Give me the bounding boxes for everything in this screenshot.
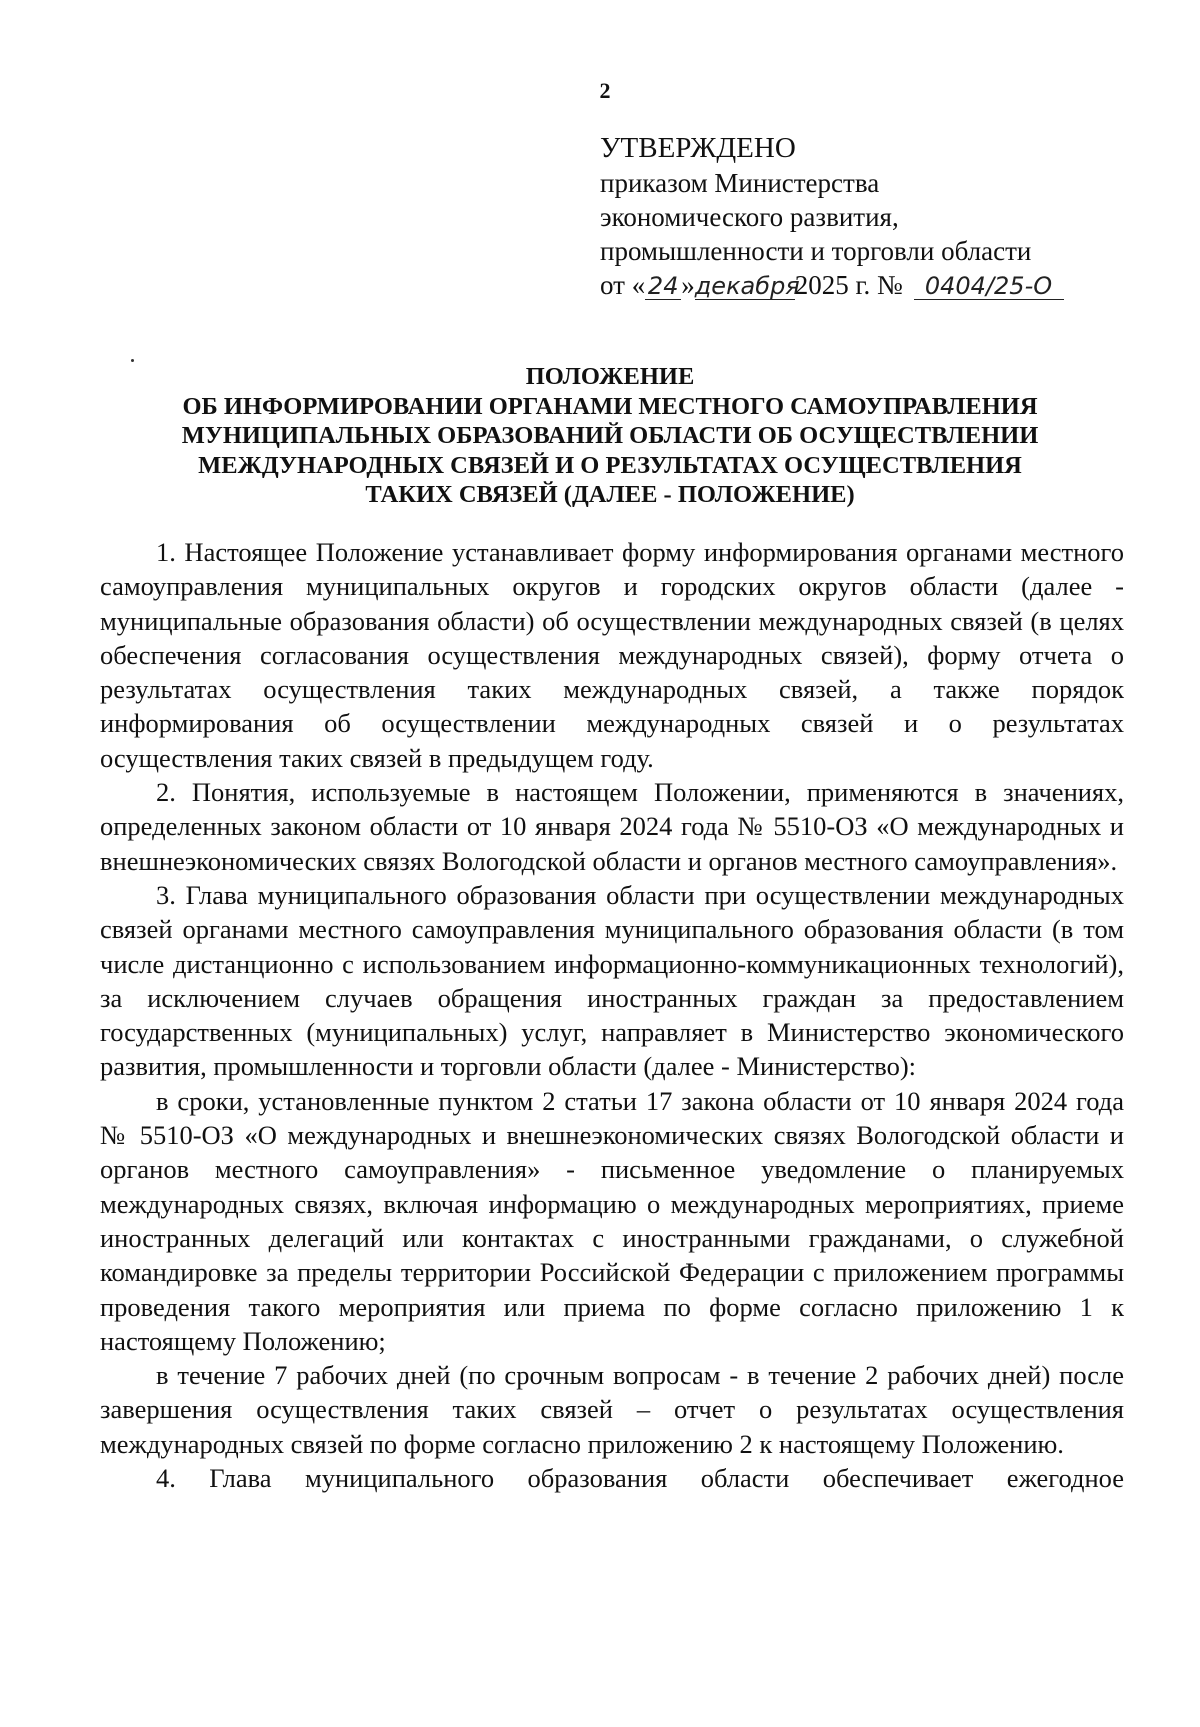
heading-line-5: ТАКИХ СВЯЗЕЙ (ДАЛЕЕ - ПОЛОЖЕНИЕ) [365,481,855,508]
approval-block [600,130,1064,302]
date-mid: » [681,270,695,300]
approval-line-3: промышленности и торговли области [600,236,1032,266]
paragraph-2: 2. Понятия, используемые в настоящем Положении, применяются в значениях, определенных законом области от 10 января 2024 года № 5510-ОЗ «О международных и внешнеэкономических связях Вологодской области и органов местного самоуправления». [100,777,1124,876]
heading-line-2: ОБ ИНФОРМИРОВАНИИ ОРГАНАМИ МЕСТНОГО САМОУПРАВЛЕНИЯ [182,392,1038,420]
document-heading [100,362,1120,510]
approval-title: УТВЕРЖДЕНО [600,132,796,164]
approval-date-line [600,268,1064,302]
heading-line-4: МЕЖДУНАРОДНЫХ СВЯЗЕЙ И О РЕЗУЛЬТАТАХ ОСУЩЕСТВЛЕНИЯ [198,451,1022,479]
date-year: 2025 г. № [794,270,903,300]
heading-title: ПОЛОЖЕНИЕ [525,363,695,390]
order-number-handwritten: 0404/25-О [914,273,1064,300]
paragraph-3-report: в течение 7 рабочих дней (по срочным вопросам - в течение 2 рабочих дней) после завершения осуществления таких связей – отчет о результатах осуществления международных связей по форме согласно приложению 2 к настоящему Положению. [100,1360,1124,1459]
approval-line-1: приказом Министерства [600,168,880,198]
date-month-handwritten: декабря [694,272,800,300]
page-number: 2 [599,78,611,103]
document-body [100,535,1124,1495]
heading-line-3: МУНИЦИПАЛЬНЫХ ОБРАЗОВАНИЙ ОБЛАСТИ ОБ ОСУЩЕСТВЛЕНИИ [181,422,1039,449]
date-day-handwritten: 24 [645,273,681,300]
paragraph-4: 4. Глава муниципального образования области обеспечивает ежегодное [156,1463,1124,1494]
paragraph-3-notice: в сроки, установленные пунктом 2 статьи 17 закона области от 10 января 2024 года № 5510-ОЗ «О международных и внешнеэкономических связях Вологодской области и органов местного самоуправления» - письменное уведомление о планируемых международных связях, включая информацию о международных мероприятиях, приеме иностранных делегаций или контактах с иностранными гражданами, о служебной командировке за пределы территории Российской Федерации с приложением программы проведения такого мероприятия или приема по форме согласно приложению 1 к настоящему Положению; [100,1085,1124,1356]
paragraph-1: 1. Настоящее Положение устанавливает форму информирования органами местного самоуправления муниципальных округов и городских округов области (далее - муниципальные образования области) об осуществлении международных связей (в целях обеспечения согласования осуществления международных связей), форму отчета о результатах осуществления таких международных связей, а также порядок информирования об осуществлении международных связей и о результатах осуществления таких связей в предыдущем году. [100,537,1124,773]
date-prefix: от « [600,270,646,300]
paragraph-3: 3. Глава муниципального образования области при осуществлении международных связей органами местного самоуправления муниципального образования области (в том числе дистанционно с использованием информационно-коммуникационных технологий), за исключением случаев обращения иностранных граждан за предоставлением государственных (муниципальных) услуг, направляет в Министерство экономического развития, промышленности и торговли области (далее - Министерство): [100,879,1124,1082]
approval-line-2: экономического развития, [600,202,899,232]
